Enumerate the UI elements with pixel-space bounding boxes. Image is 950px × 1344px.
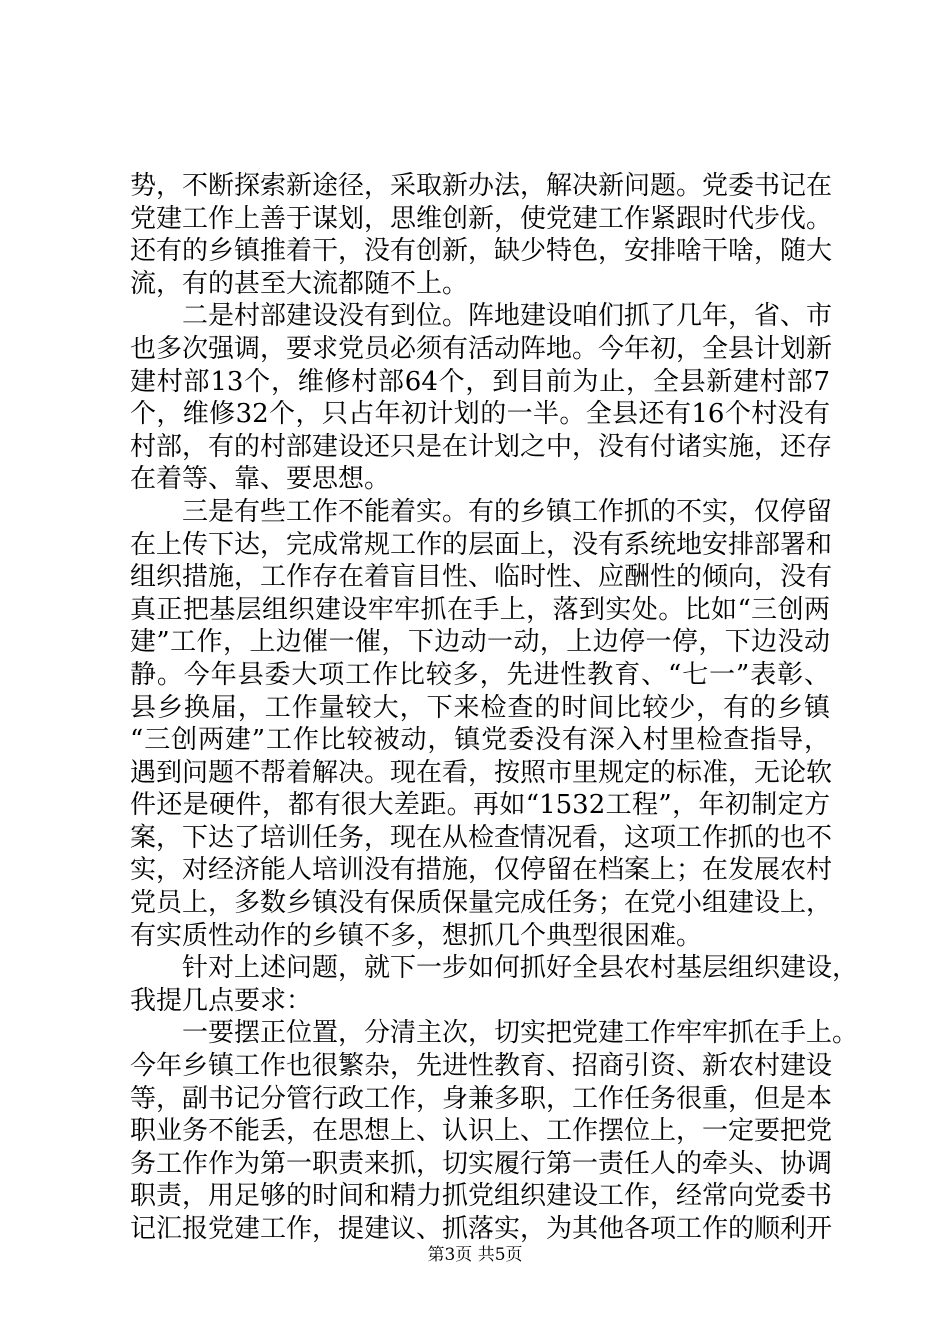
text-line: 三是有些工作不能着实。有的乡镇工作抓的不实，仅停留 bbox=[182, 496, 833, 527]
text-line: 还有的乡镇推着干，没有创新，缺少特色，安排啥干啥，随大 bbox=[130, 236, 833, 267]
text-line: 务工作作为第一职责来抓，切实履行第一责任人的牵头、协调 bbox=[130, 1148, 833, 1179]
text-line: 党员上，多数乡镇没有保质保量完成任务；在党小组建设上， bbox=[130, 888, 833, 919]
text-line: 个，维修32个，只占年初计划的一半。全县还有16个村没有 bbox=[130, 399, 830, 430]
text-line: 实，对经济能人培训没有措施，仅停留在档案上；在发展农村 bbox=[130, 855, 833, 886]
text-line: 建村部13个，维修村部64个，到目前为止，全县新建村部7 bbox=[130, 366, 830, 397]
text-line: 势，不断探索新途径，采取新办法，解决新问题。党委书记在 bbox=[130, 171, 833, 201]
text-line: 职责，用足够的时间和精力抓党组织建设工作，经常向党委书 bbox=[130, 1181, 833, 1212]
text-line: 村部，有的村部建设还只是在计划之中，没有付诸实施，还存 bbox=[130, 431, 833, 462]
text-line: 等，副书记分管行政工作，身兼多职，工作任务很重，但是本 bbox=[130, 1083, 833, 1114]
text-line: 今年乡镇工作也很繁杂，先进性教育、招商引资、新农村建设 bbox=[130, 1051, 833, 1082]
text-line: “三创两建”工作比较被动，镇党委没有深入村里检查指导， bbox=[130, 725, 830, 756]
text-line: 件还是硬件，都有很大差距。再如“1532工程”，年初制定方 bbox=[130, 790, 830, 821]
text-line: 党建工作上善于谋划，思维创新，使党建工作紧跟时代步伐。 bbox=[130, 203, 833, 234]
text-line: 有实质性动作的乡镇不多，想抓几个典型很困难。 bbox=[130, 920, 703, 951]
text-line: 针对上述问题，就下一步如何抓好全县农村基层组织建设， bbox=[182, 953, 859, 984]
text-line: 一要摆正位置，分清主次，切实把党建工作牢牢抓在手上。 bbox=[182, 1018, 859, 1049]
text-line: 流，有的甚至大流都随不上。 bbox=[130, 268, 469, 299]
text-line: 二是村部建设没有到位。阵地建设咱们抓了几年，省、市 bbox=[182, 301, 833, 332]
text-line: 遇到问题不帮着解决。现在看，按照市里规定的标准，无论软 bbox=[130, 757, 833, 788]
text-line: 静。今年县委大项工作比较多，先进性教育、“七一”表彰、 bbox=[130, 659, 830, 690]
text-line: 真正把基层组织建设牢牢抓在手上，落到实处。比如“三创两 bbox=[130, 594, 830, 625]
text-line: 县乡换届，工作量较大，下来检查的时间比较少，有的乡镇 bbox=[130, 692, 830, 723]
text-line: 案，下达了培训任务，现在从检查情况看，这项工作抓的也不 bbox=[130, 822, 833, 853]
text-line: 组织措施，工作存在着盲目性、临时性、应酬性的倾向，没有 bbox=[130, 562, 833, 593]
text-line: 我提几点要求： bbox=[130, 985, 313, 1016]
text-line: 建”工作，上边催一催，下边动一动，上边停一停，下边没动 bbox=[130, 627, 830, 658]
document-body bbox=[130, 170, 859, 1246]
text-line: 职业务不能丢，在思想上、认识上、工作摆位上，一定要把党 bbox=[130, 1116, 833, 1147]
text-line: 也多次强调，要求党员必须有活动阵地。今年初，全县计划新 bbox=[130, 333, 833, 364]
page-footer: 第3页 共5页 bbox=[427, 1245, 523, 1265]
text-line: 在着等、靠、要思想。 bbox=[130, 464, 391, 495]
text-line: 记汇报党建工作，提建议、抓落实，为其他各项工作的顺利开 bbox=[130, 1214, 833, 1244]
text-line: 在上传下达，完成常规工作的层面上，没有系统地安排部署和 bbox=[130, 529, 833, 560]
